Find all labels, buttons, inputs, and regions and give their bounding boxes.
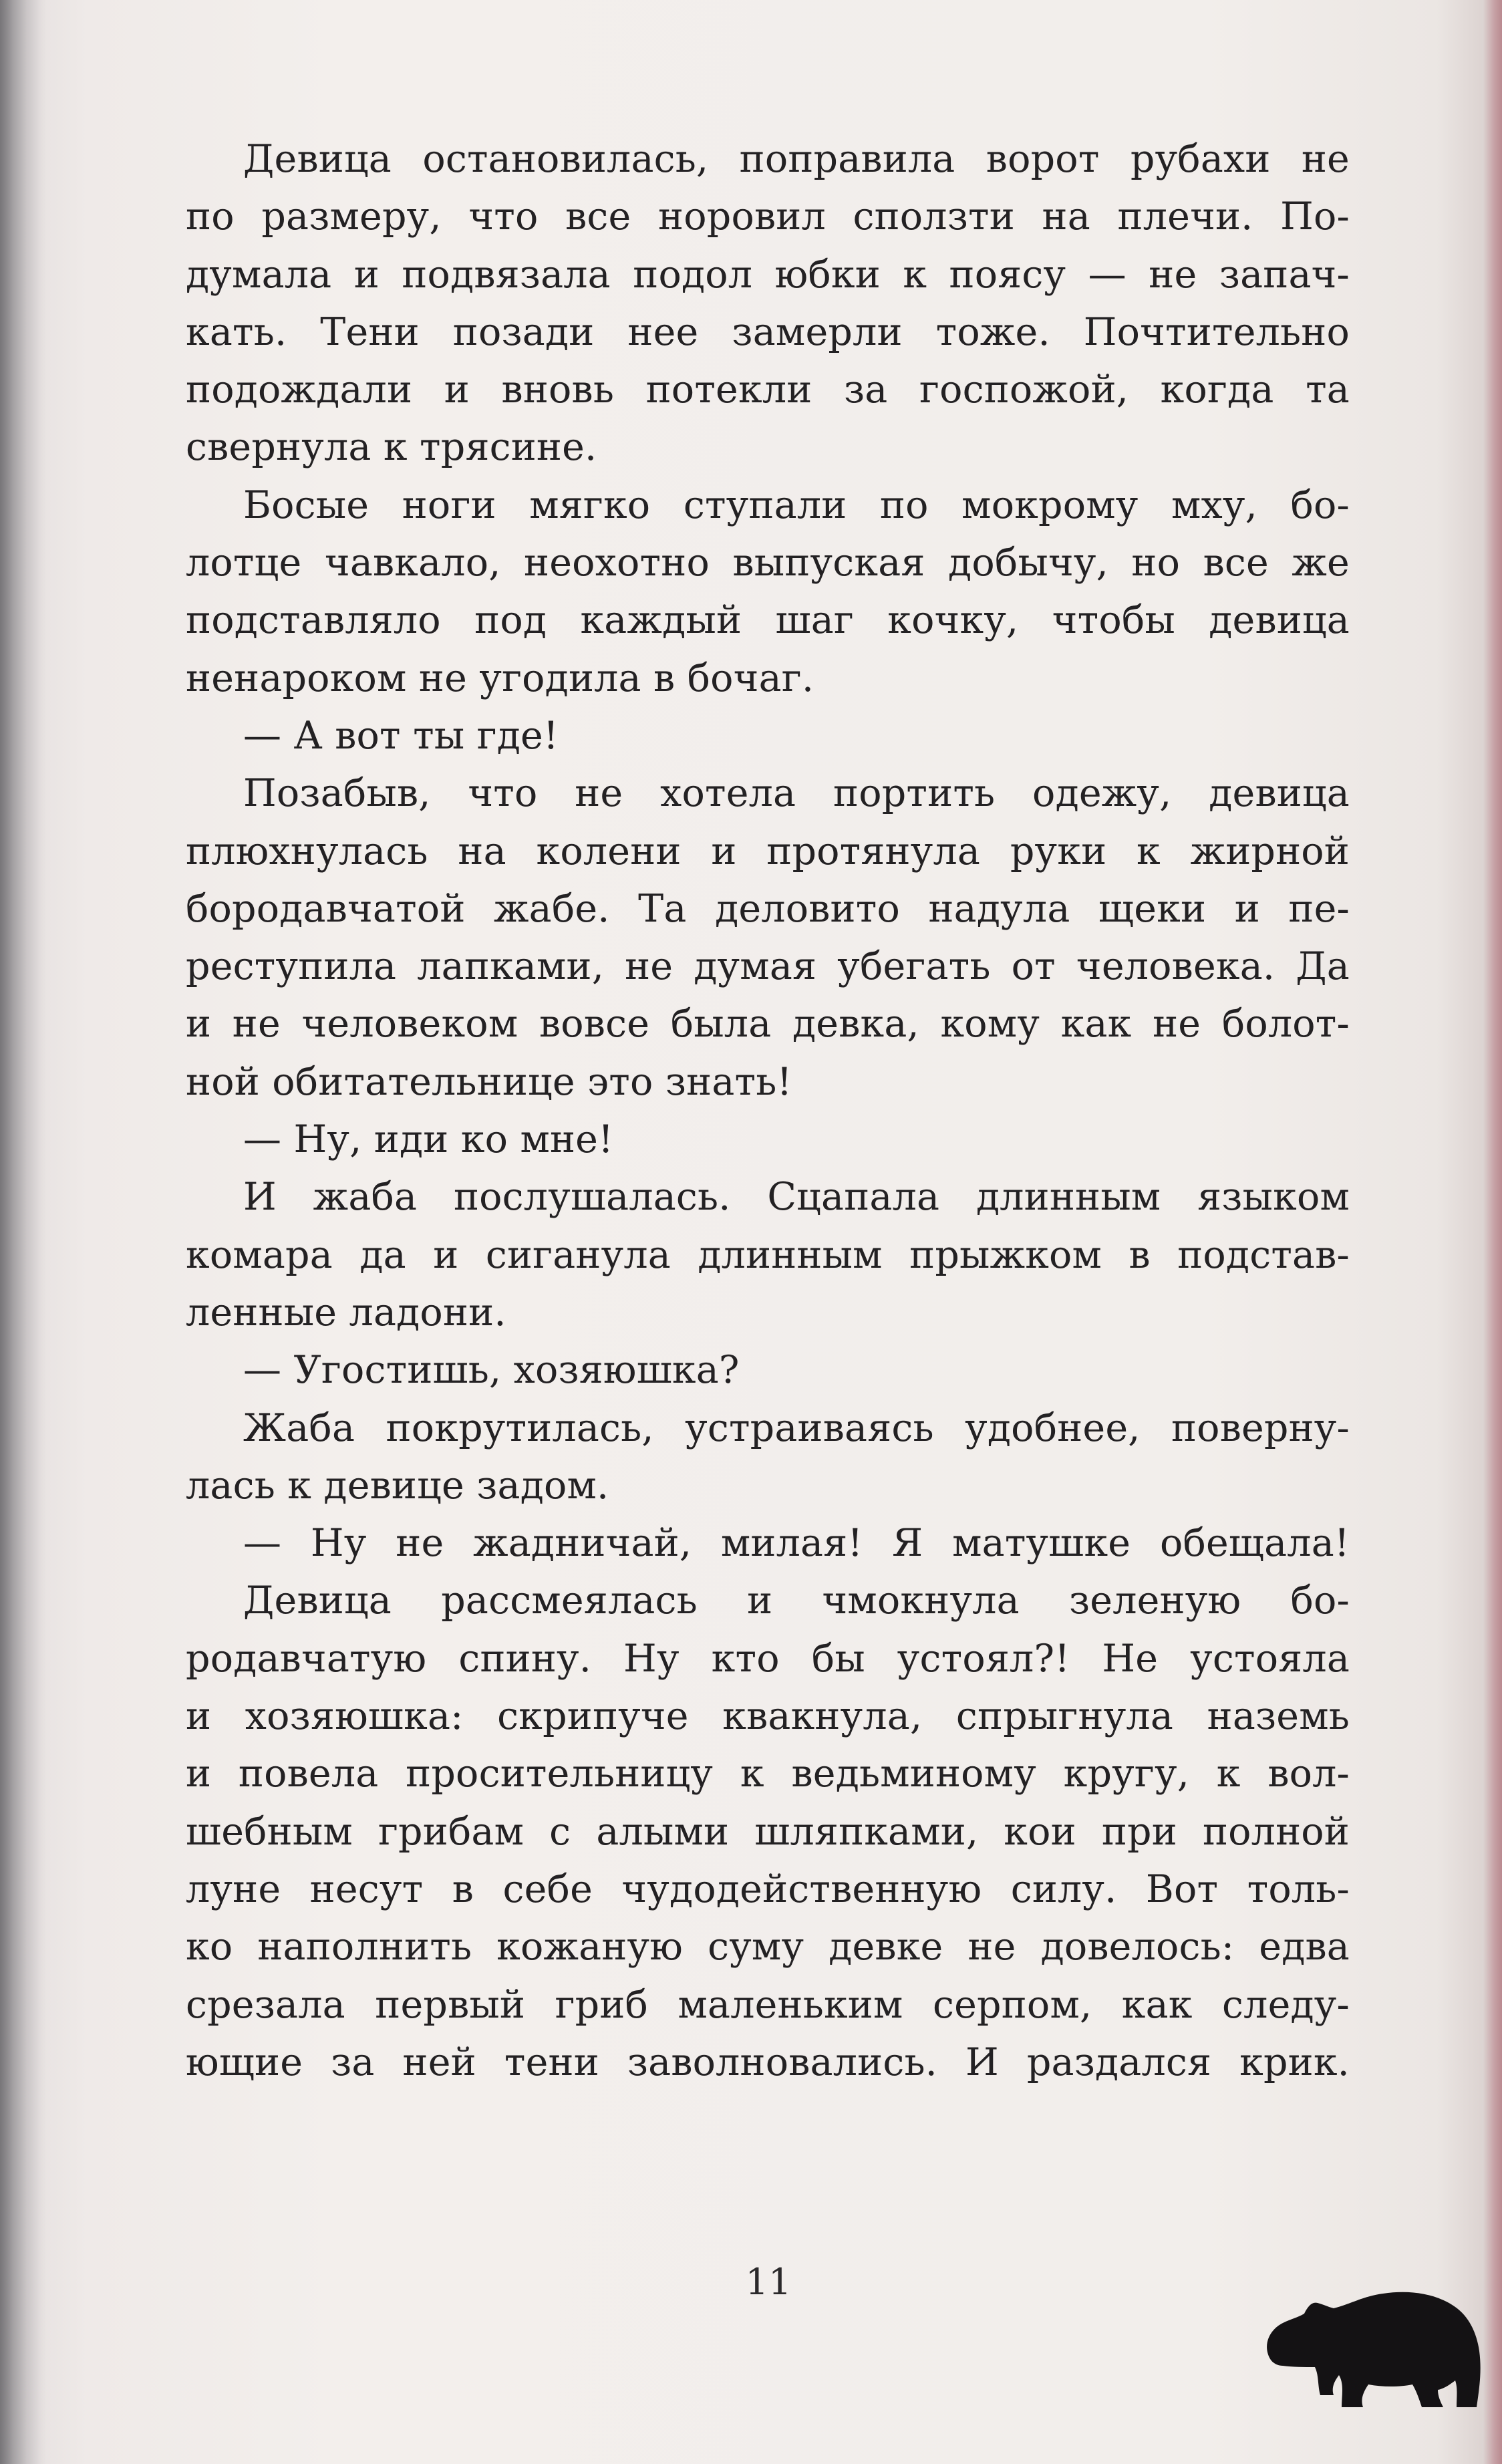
text-line: ко наполнить кожаную суму девке не довелось: едва (186, 1925, 1350, 1969)
text-line: — Ну не жадничай, милая! Я матушке обещала! (243, 1521, 1350, 1566)
text-line: — Угостишь, хозяюшка? (243, 1348, 740, 1393)
text-line: и повела просительницу к ведьминому кругу, к вол- (186, 1752, 1350, 1796)
text-line: ленные ладони. (186, 1290, 506, 1335)
body-text (186, 130, 1350, 2091)
text-line: Девица рассмеялась и чмокнула зеленую бо- (243, 1579, 1350, 1623)
text-line: комара да и сиганула длинным прыжком в подстав- (186, 1232, 1350, 1277)
text-line: И жаба послушалась. Сцапала длинным языком (243, 1175, 1350, 1220)
text-line: ной обитательнице это знать! (186, 1059, 792, 1104)
bear-silhouette-icon (1256, 2257, 1483, 2418)
text-line: думала и подвязала подол юбки к поясу — не запач- (186, 252, 1350, 297)
text-line: лотце чавкало, неохотно выпуская добычу, но все же (186, 541, 1350, 585)
page-gutter-shadow (0, 0, 47, 2464)
text-line: родавчатую спину. Ну кто бы устоял?! Не устояла (186, 1636, 1350, 1681)
text-line: подставляло под каждый шаг кочку, чтобы девица (186, 598, 1350, 643)
text-line: срезала первый гриб маленьким серпом, как следу- (186, 1982, 1350, 2027)
text-line: свернула к трясине. (186, 425, 597, 470)
text-line: подождали и вновь потекли за госпожой, когда та (186, 368, 1350, 412)
text-line: шебным грибам с алыми шляпками, кои при полной (186, 1809, 1350, 1854)
text-line: плюхнулась на колени и протянула руки к жирной (186, 829, 1350, 873)
text-line: — А вот ты где! (243, 713, 559, 758)
text-line: лась к девице задом. (186, 1463, 609, 1508)
text-line: ющие за ней тени заволновались. И раздался крик. (186, 2040, 1350, 2084)
text-line: и не человеком вовсе была девка, кому как не болот- (186, 1002, 1350, 1047)
text-line: Позабыв, что не хотела портить одежу, девица (243, 771, 1350, 816)
text-line: — Ну, иди ко мне! (243, 1117, 614, 1162)
text-line: и хозяюшка: скрипуче квакнула, спрыгнула наземь (186, 1694, 1350, 1739)
text-line: Босые ноги мягко ступали по мокрому мху, бо- (243, 483, 1350, 527)
text-line: реступила лапками, не думая убегать от человека. Да (186, 944, 1350, 989)
text-line: Жаба покрутилась, устраиваясь удобнее, поверну- (243, 1405, 1350, 1450)
page-number: 11 (745, 2261, 792, 2303)
text-line: кать. Тени позади нее замерли тоже. Почтительно (186, 309, 1350, 354)
text-line: бородавчатой жабе. Та деловито надула щеки и пе- (186, 886, 1350, 931)
text-line: по размеру, что все норовил сползти на плечи. По- (186, 194, 1350, 239)
text-line: луне несут в себе чудодейственную силу. Вот толь- (186, 1867, 1350, 1911)
text-line: Девица остановилась, поправила ворот рубахи не (243, 137, 1350, 181)
text-line: ненароком не угодила в бочаг. (186, 656, 814, 700)
